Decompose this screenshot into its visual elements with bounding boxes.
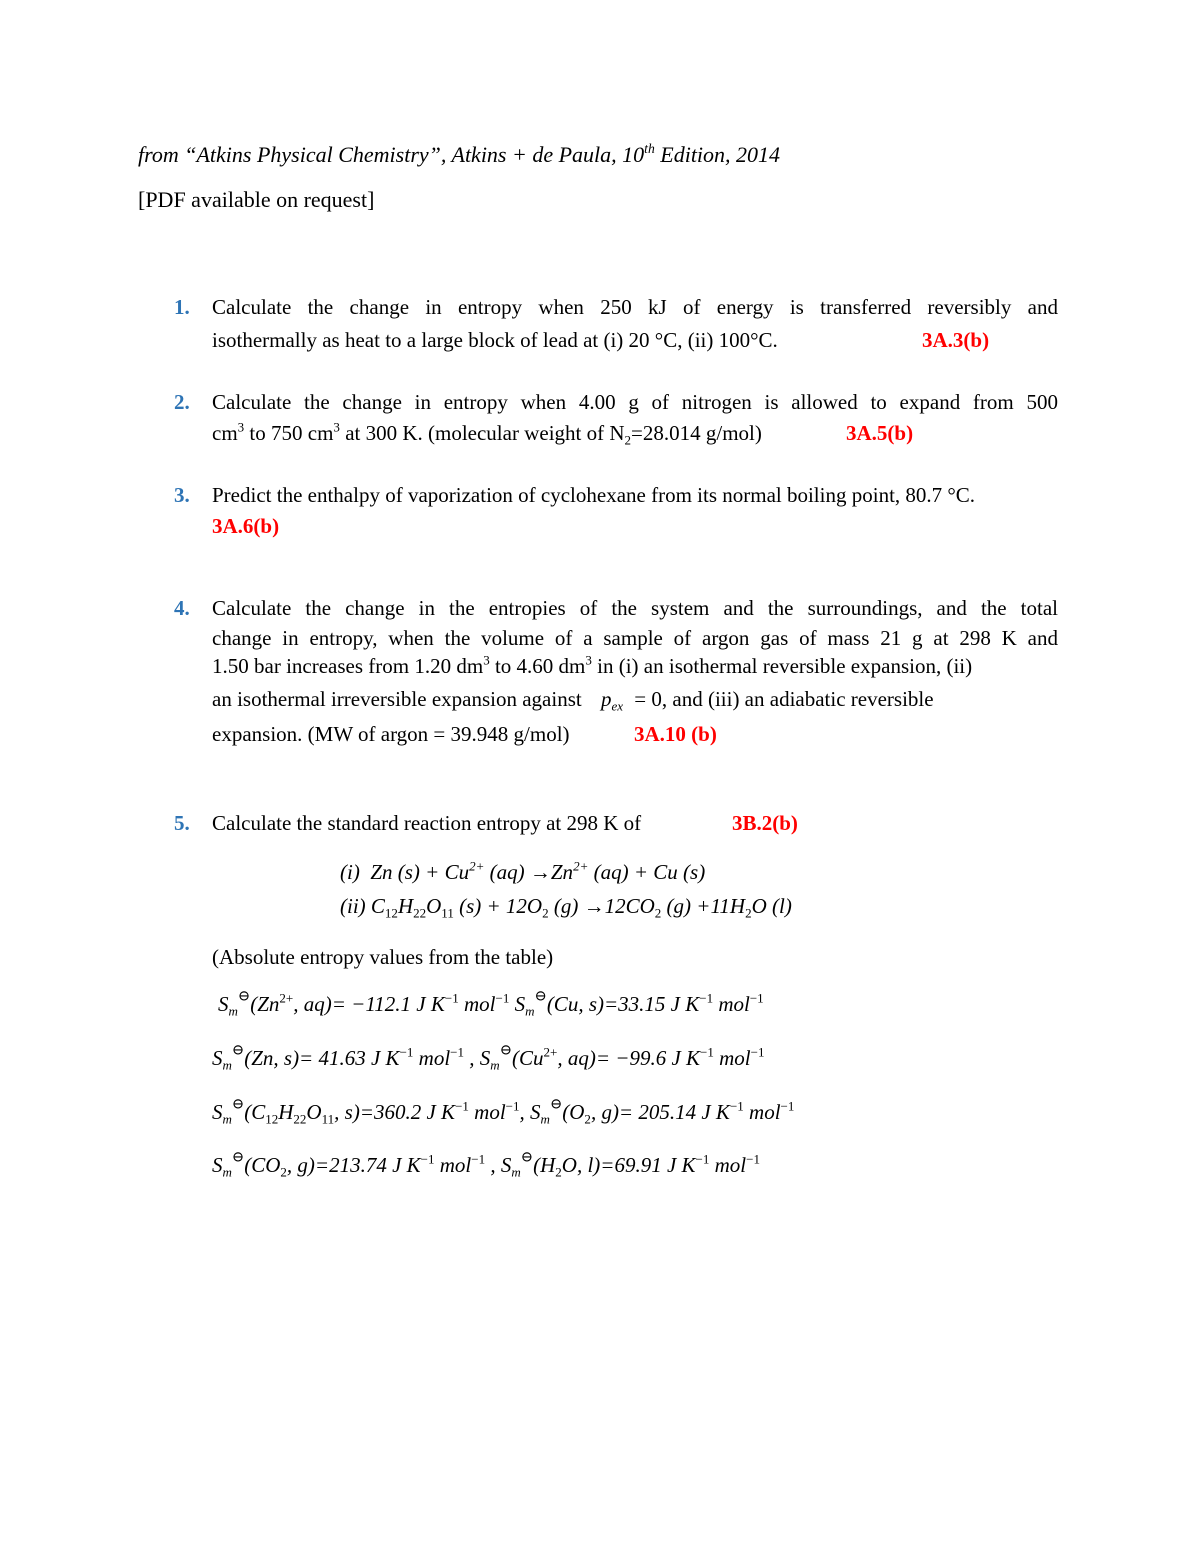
problem-number: 4. (174, 596, 190, 620)
problem-text: Calculate the change in the entropies of the system and the surroundings, and the total (212, 596, 1058, 620)
problem-reference: 3A.6(b) (212, 514, 280, 538)
problem-reference: 3A.5(b) (846, 421, 914, 445)
problem-reference: 3A.3(b) (922, 328, 990, 352)
reaction-equation: (i) Zn $(s) + Cu^{2+}$ $(aq) \to Zn^{2+}$ (aq) + Cu (s) (340, 858, 706, 884)
pdf-note: [PDF available on request] (138, 187, 375, 212)
problem-text: isothermally as heat to a large block of lead at (i) 20 °C, (ii) 100°C. (212, 328, 778, 352)
entropy-values-row: $S_m^⊖(Zn$, s)= 41.63 J $K^{-1}$ mol$^{-1}$ , $S_m^⊖(Cu^{2+}$, aq)= −99.6 J $K^{-1}$ mol$^{-1}$ (212, 1042, 765, 1073)
problem-text: Calculate the change in entropy when 250 kJ of energy is transferred reversibly and (212, 295, 1058, 319)
problem-reference: 3A.10 (b) (634, 722, 717, 746)
problem-text: Predict the enthalpy of vaporization of cyclohexane from its normal boiling point, 80.7 °C. (212, 483, 976, 507)
problem-text: Calculate the standard reaction entropy at 298 K of (212, 811, 642, 835)
entropy-values-row: $S_m^⊖(CO_2$, g)=213.74 J $K^{-1}$ mol$^{-1}$ , $S_m^⊖(H_2O$, l)=69.91 J $K^{-1}$ mol$^{-1}$ (212, 1149, 760, 1180)
problem-reference: 3B.2(b) (732, 811, 798, 835)
problem-number: 1. (174, 295, 190, 319)
entropy-values-row: $S_m^⊖(C_{12}H_{22}O_{11}$, s)=360.2 J $K^{-1}$ mol$^{-1}$, $S_m^⊖(O_2$, g)= 205.14 J $K^{-1}$ mol$^{-1}$ (212, 1096, 795, 1127)
problem-text: Calculate the change in entropy when 4.00 g of nitrogen is allowed to expand from 500 (212, 390, 1058, 414)
source-citation: from “Atkins Physical Chemistry”, Atkins + de Paula, 10th Edition, 2014 (138, 141, 781, 167)
entropy-table-note: (Absolute entropy values from the table) (212, 945, 554, 969)
reaction-equation: (ii) $C_{12}H_{22}O_{11}$ $(s) + 12O_2$ $(g) \to 12CO_2$ $(g) +11H_2O$ (l) (340, 894, 792, 921)
problem-number: 3. (174, 483, 190, 507)
problem-number: 2. (174, 390, 190, 414)
problem-text: 1.50 bar increases from 1.20 $dm^3$ to 4.60 $dm^3$ in (i) an isothermal reversible expansion, (ii) (212, 652, 973, 678)
problem-number: 5. (174, 811, 190, 835)
problem-text: $cm^3$ to 750 $cm^3$ at 300 K. (molecular weight of $N_2=28.014$ g/mol) (212, 419, 762, 448)
entropy-values-row: $S_m^⊖(Zn^{2+}$, aq)= −112.1 J $K^{-1}$ mol$^{-1}$ $S_m^⊖(Cu$, s)=33.15 J $K^{-1}$ mol$^{-1}$ (218, 988, 764, 1019)
problem-text: an isothermal irreversible expansion against $p_{ex} = 0$, and (iii) an adiabatic reversible (212, 687, 934, 714)
problem-text: expansion. (MW of argon = 39.948 g/mol) (212, 722, 570, 746)
problem-text: change in entropy, when the volume of a sample of argon gas of mass 21 g at 298 K and (212, 626, 1058, 650)
